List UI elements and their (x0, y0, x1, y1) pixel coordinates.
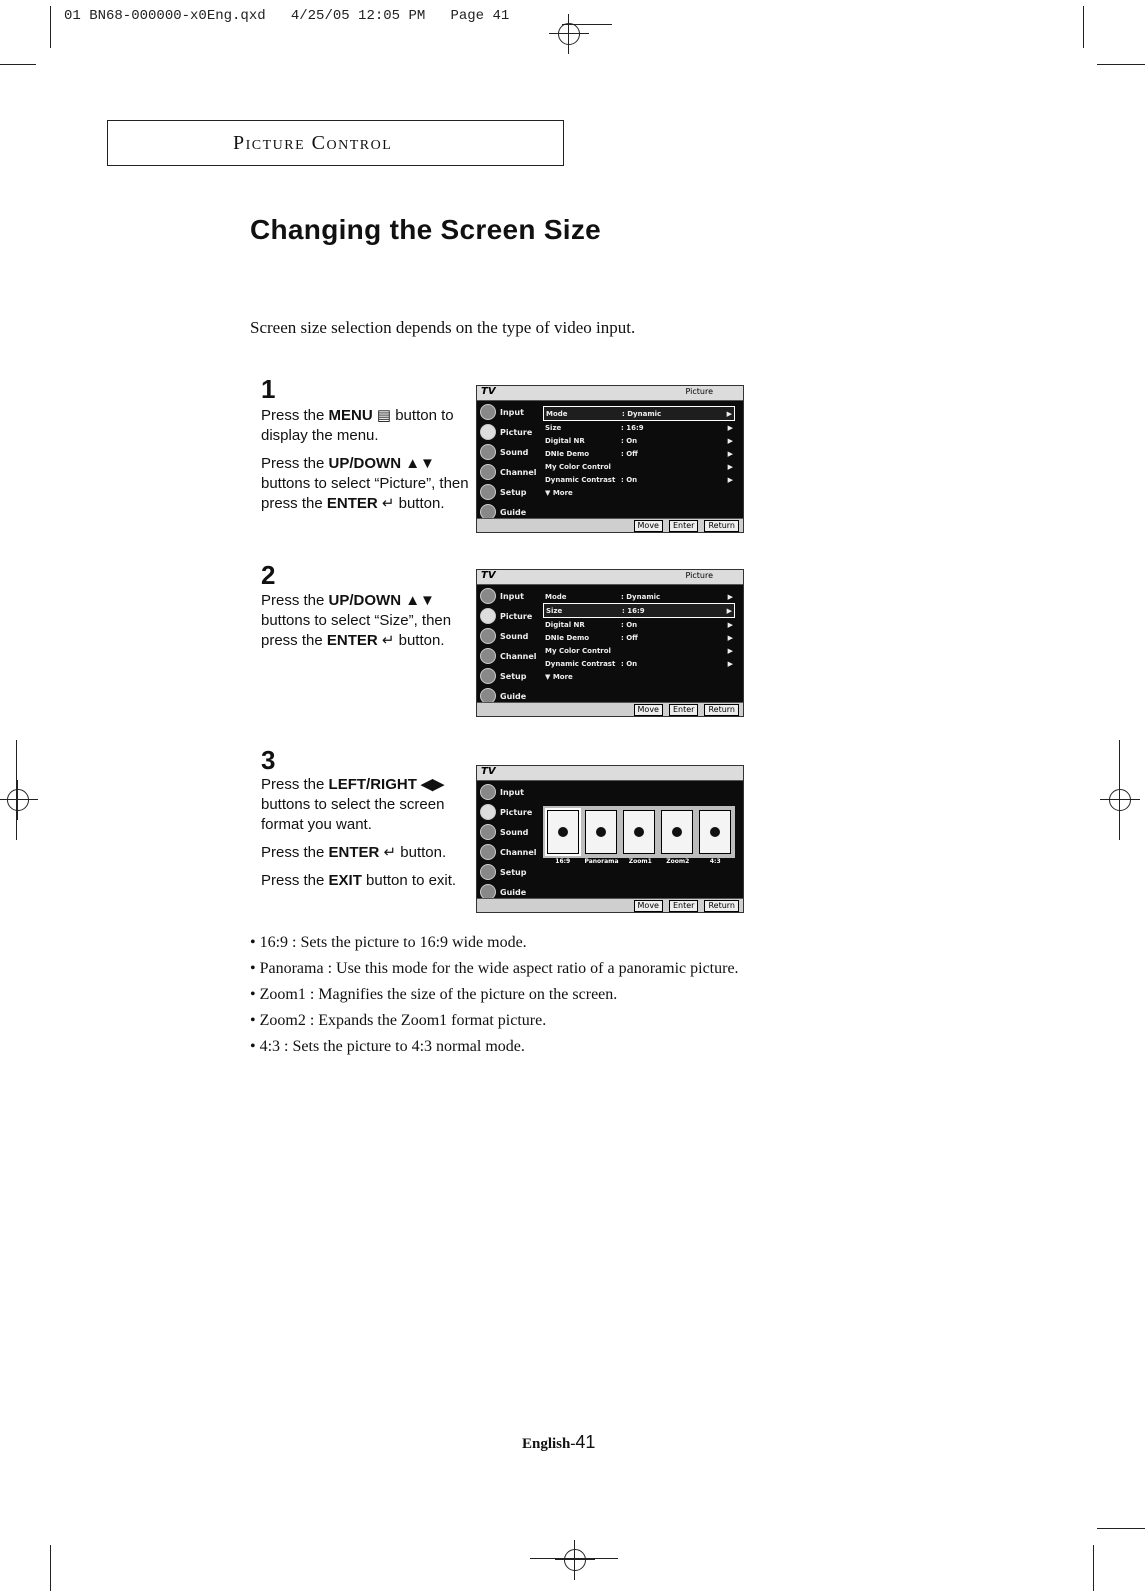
picture-thumb-icon (596, 827, 606, 837)
size-selector (543, 806, 735, 858)
registration-mark (0, 780, 38, 820)
sidebar-item-input: Input (477, 402, 539, 422)
step-number: 1 (261, 374, 276, 404)
tv-size-screenshot (476, 765, 744, 913)
list-item: • Zoom2 : Expands the Zoom1 format picture. (250, 1012, 547, 1029)
step-paragraph: Press the EXIT button to exit. (261, 872, 457, 889)
sidebar (477, 402, 539, 522)
registration-mark (549, 14, 589, 54)
menu-row-mode: Mode : Dynamic ▶ (545, 592, 733, 601)
sidebar-item-channel: Channel (477, 462, 539, 482)
screen-title-bar (477, 570, 743, 585)
menu-row-digital-nr: Digital NR : On ▶ (545, 620, 733, 629)
sidebar-item-picture: Picture (477, 422, 539, 442)
tv-menu-screenshot-2 (476, 569, 744, 717)
sidebar-item-picture: Picture (477, 606, 539, 626)
list-item: • Zoom1 : Magnifies the size of the picture on the screen. (250, 986, 618, 1003)
registration-mark (555, 1540, 595, 1580)
step-number: 2 (261, 560, 276, 590)
picture-icon (480, 424, 496, 440)
step-paragraph: Press the UP/DOWN ▲▼ buttons to select “Size”, then press the ENTER ↵ button. (261, 592, 452, 649)
menu-row-mode: Mode : Dynamic ▶ (543, 406, 735, 421)
list-item: • 16:9 : Sets the picture to 16:9 wide mode. (250, 934, 527, 951)
screen-footer (477, 702, 743, 716)
page-heading: Changing the Screen Size (250, 214, 602, 245)
channel-icon (480, 844, 496, 860)
sidebar-item-sound: Sound (477, 822, 539, 842)
section-title: Picture Control (233, 132, 393, 154)
menu-row-more: ▼ More (545, 672, 573, 681)
sound-icon (480, 628, 496, 644)
screen-title-bar (477, 766, 743, 781)
menu-row-dynamic-contrast: Dynamic Contrast : On ▶ (545, 659, 733, 668)
menu-row-size: Size : 16:9 ▶ (543, 603, 735, 618)
enter-hint: Enter (669, 520, 698, 532)
menu-row-my-color: My Color Control ▶ (545, 646, 733, 655)
input-icon (480, 784, 496, 800)
sidebar-item-guide: Guide (477, 686, 539, 706)
sidebar-item-channel: Channel (477, 646, 539, 666)
sidebar-item-input: Input (477, 782, 539, 802)
sidebar (477, 782, 539, 902)
list-item: • Panorama : Use this mode for the wide aspect ratio of a panoramic picture. (250, 960, 739, 977)
tv-menu-screenshot-1 (476, 385, 744, 533)
menu-row-dnie-demo: DNIe Demo : Off ▶ (545, 449, 733, 458)
tv-label: TV (481, 386, 496, 397)
picture-thumb-icon (558, 827, 568, 837)
sidebar-item-guide: Guide (477, 882, 539, 902)
screen-footer (477, 518, 743, 532)
size-labels (543, 858, 735, 869)
screen-title: Picture (685, 571, 713, 580)
screen-title-bar (477, 386, 743, 401)
step-1-text (261, 406, 476, 522)
sidebar (477, 586, 539, 706)
sidebar-item-sound: Sound (477, 626, 539, 646)
setup-icon (480, 864, 496, 880)
return-hint: Return (704, 900, 739, 912)
intro-text: Screen size selection depends on the type of video input. (250, 318, 636, 337)
picture-icon (480, 608, 496, 624)
size-option-zoom2 (661, 810, 693, 854)
size-option-panorama (585, 810, 617, 854)
step-3-text (261, 775, 476, 899)
sidebar-item-setup: Setup (477, 666, 539, 686)
menu-row-digital-nr: Digital NR : On ▶ (545, 436, 733, 445)
screen-title: Picture (685, 387, 713, 396)
section-header-box (107, 120, 564, 166)
size-label: Zoom2 (666, 858, 690, 865)
size-label: Panorama (584, 858, 619, 865)
input-icon (480, 588, 496, 604)
picture-menu (543, 590, 735, 683)
move-hint: Move (634, 520, 663, 532)
crop-mark (1119, 740, 1120, 840)
step-paragraph: Press the ENTER ↵ button. (261, 844, 447, 861)
enter-hint: Enter (669, 704, 698, 716)
step-number: 3 (261, 745, 276, 775)
sound-icon (480, 444, 496, 460)
channel-icon (480, 648, 496, 664)
page-number (522, 1432, 595, 1453)
tv-label: TV (481, 766, 496, 777)
sidebar-item-setup: Setup (477, 482, 539, 502)
sidebar-item-picture: Picture (477, 802, 539, 822)
setup-icon (480, 668, 496, 684)
menu-row-size: Size : 16:9 ▶ (545, 423, 733, 432)
move-hint: Move (634, 704, 663, 716)
crop-mark (50, 1545, 51, 1591)
crop-mark (16, 740, 17, 840)
sidebar-item-guide: Guide (477, 502, 539, 522)
size-label: Zoom1 (628, 858, 652, 865)
crop-mark (1083, 6, 1084, 48)
crop-mark (50, 6, 51, 48)
sidebar-item-input: Input (477, 586, 539, 606)
step-paragraph: Press the LEFT/RIGHT ◀▶ buttons to select the screen format you want. (261, 776, 445, 833)
size-option-zoom1 (623, 810, 655, 854)
tv-label: TV (481, 570, 496, 581)
size-descriptions (250, 930, 739, 1060)
step-paragraph: Press the UP/DOWN ▲▼ buttons to select “Picture”, then press the ENTER ↵ button. (261, 455, 469, 512)
picture-menu (543, 406, 735, 499)
move-hint: Move (634, 900, 663, 912)
size-option-4-3 (699, 810, 731, 854)
size-label: 4:3 (709, 858, 721, 865)
list-item: • 4:3 : Sets the picture to 4:3 normal mode. (250, 1038, 525, 1055)
picture-thumb-icon (672, 827, 682, 837)
sidebar-item-channel: Channel (477, 842, 539, 862)
crop-mark (0, 64, 36, 65)
print-slug: 01 BN68-000000-x0Eng.qxd 4/25/05 12:05 PM Page 41 (64, 8, 510, 24)
picture-thumb-icon (634, 827, 644, 837)
input-icon (480, 404, 496, 420)
return-hint: Return (704, 520, 739, 532)
setup-icon (480, 484, 496, 500)
screen-footer (477, 898, 743, 912)
crop-mark (1097, 1528, 1145, 1529)
channel-icon (480, 464, 496, 480)
sound-icon (480, 824, 496, 840)
page-number-prefix: English- (522, 1436, 576, 1452)
sidebar-item-setup: Setup (477, 862, 539, 882)
sidebar-item-sound: Sound (477, 442, 539, 462)
crop-mark (1093, 1545, 1094, 1591)
picture-thumb-icon (710, 827, 720, 837)
picture-icon (480, 804, 496, 820)
page-number-value: 41 (575, 1432, 596, 1452)
crop-mark (1097, 64, 1145, 65)
menu-row-dynamic-contrast: Dynamic Contrast : On ▶ (545, 475, 733, 484)
step-paragraph: Press the MENU ▤ button to display the menu. (261, 407, 454, 444)
size-label: 16:9 (555, 858, 571, 865)
return-hint: Return (704, 704, 739, 716)
enter-hint: Enter (669, 900, 698, 912)
menu-row-dnie-demo: DNIe Demo : Off ▶ (545, 633, 733, 642)
size-option-16-9 (547, 810, 579, 854)
menu-row-more: ▼ More (545, 488, 573, 497)
step-2-text (261, 591, 476, 659)
menu-row-my-color: My Color Control ▶ (545, 462, 733, 471)
